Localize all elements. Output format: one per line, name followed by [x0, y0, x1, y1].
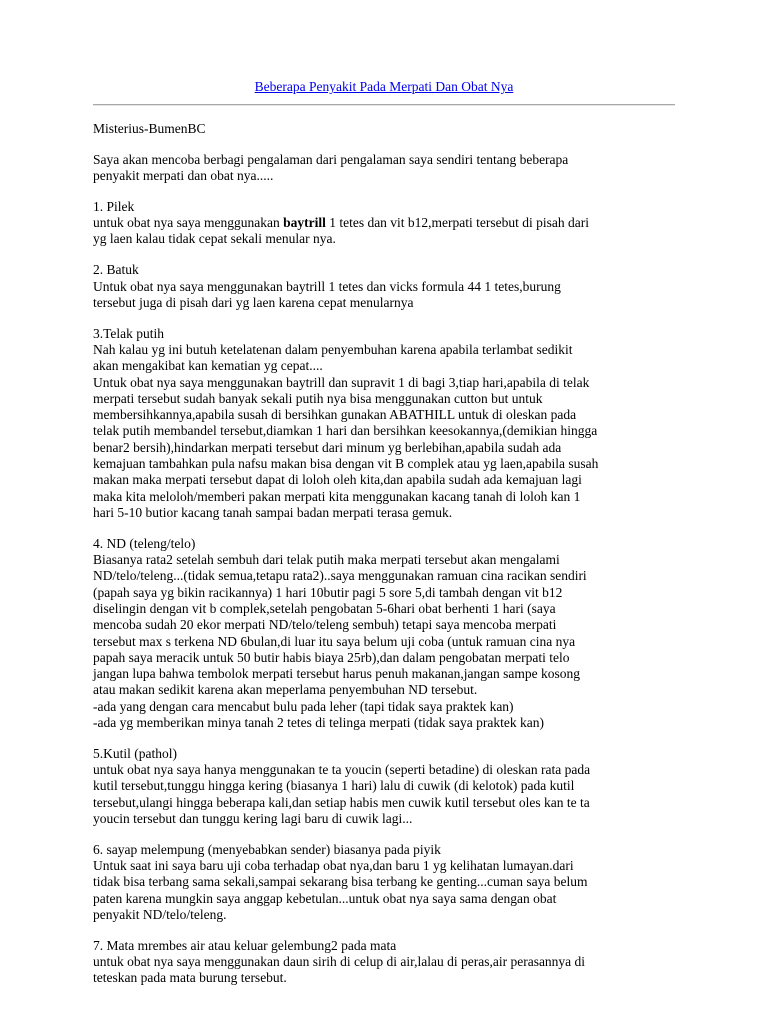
batuk-line: Untuk obat nya saya menggunakan baytrill 1 tetes dan vicks formula 44 1 tetes,burung [93, 278, 561, 294]
section-heading-kutil: 5.Kutil (pathol) [93, 745, 177, 761]
batuk-line: tersebut juga di pisah dari yg laen karena cepat menularnya [93, 294, 414, 310]
intro-line: Saya akan mencoba berbagi pengalaman dari pengalaman saya sendiri tentang beberapa [93, 151, 569, 167]
telak-line: maka kita meloloh/memberi pakan merpati kita menggunakan kacang tanah di loloh kan 1 [93, 488, 581, 504]
mata-line: teteskan pada mata burung tersebut. [93, 970, 287, 986]
section-heading-telak: 3.Telak putih [93, 325, 165, 341]
telak-line: Nah kalau yg ini butuh ketelatenan dalam penyembuhan karena apabila terlambat sedikit [93, 341, 573, 357]
sayap-line: Untuk saat ini saya baru uji coba terhadap obat nya,dan baru 1 yg kelihatan lumayan.dari [93, 858, 574, 874]
sayap-line: paten karena mungkin saya anggap kebetulan...untuk obat nya saya sama dengan obat [93, 890, 557, 906]
intro-line: penyakit merpati dan obat nya..... [93, 168, 274, 184]
page-title [0, 78, 768, 96]
author-name: Misterius-BumenBC [93, 121, 206, 136]
sayap-line: tidak bisa terbang sama sekali,sampai sekarang bisa terbang ke genting...cuman saya belum [93, 874, 588, 890]
telak-line: Untuk obat nya saya menggunakan baytrill dan supravit 1 di bagi 3,tiap hari,apabila di telak [93, 374, 590, 390]
nd-line: mencoba sudah 20 ekor merpati ND/telo/teleng sembuh) tetapi saya mencoba merpati [93, 617, 557, 633]
telak-line: akan mengakibat kan kematian yg cepat.... [93, 358, 323, 374]
kutil-line: kutil tersebut,tunggu hingga kering (biasanya 1 hari) lalu di cuwik (di kelotok) pada kutil [93, 778, 575, 794]
nd-line: -ada yg memberikan minya tanah 2 tetes di telinga merpati (tidak saya praktek kan) [93, 715, 544, 730]
section-heading-pilek: 1. Pilek [93, 198, 135, 214]
nd-line: atau makan sedikit karena akan meperlama penyembuhan ND tersebut. [93, 682, 478, 698]
section-heading-sayap: 6. sayap melempung (menyebabkan sender) biasanya pada piyik [93, 841, 441, 857]
telak-line: makan maka merpati tersebut dapat di loloh oleh kita,dan apabila sudah ada kemajuan lagi [93, 472, 582, 488]
nd-line: diselingin dengan vit b complek,setelah pengobatan 5-6hari obat berhenti 1 hari (saya [93, 600, 556, 616]
nd-line: -ada yang dengan cara mencabut bulu pada leher (tapi tidak saya praktek kan) [93, 698, 514, 714]
nd-line: jangan lupa bahwa tembolok merpati tersebut harus penuh makanan,jangan sampe kosong [93, 666, 580, 682]
pilek-line: untuk obat nya saya menggunakan baytrill 1 tetes dan vit b12,merpati tersebut di pisah dari [93, 215, 590, 231]
telak-line: telak putih membandel tersebut,diamkan 1 hari dan bersihkan keesokannya,(demikian hingga [93, 423, 598, 439]
telak-line: kemajuan tambahkan pula nafsu makan bisa dengan vit B complek atau yg laen,apabila susah [93, 456, 599, 472]
telak-line: merpati tersebut sudah banyak sekali putih nya bisa menggunakan cutton but untuk [93, 390, 543, 406]
nd-line: (papah saya yg bikin racikannya) 1 hari 10butir pagi 5 sore 5,di tambah dengan vit b12 [93, 584, 563, 600]
nd-line: tersebut max s terkena ND 6bulan,di luar itu saya belum uji coba (untuk ramuan cina nya [93, 633, 576, 649]
mata-line: untuk obat nya saya menggunakan daun sirih di celup di air,lalau di peras,air perasannya di [93, 954, 586, 970]
pilek-line: yg laen kalau tidak cepat sekali menular nya. [93, 231, 336, 247]
telak-line: membersihkannya,apabila susah di bersihkan gunakan ABATHILL untuk di oleskan pada [93, 407, 577, 423]
sayap-line: penyakit ND/telo/teleng. [93, 906, 227, 922]
section-heading-batuk: 2. Batuk [93, 262, 139, 278]
kutil-line: youcin tersebut dan tunggu kering lagi baru di cuwik lagi... [93, 810, 413, 826]
telak-line: hari 5-10 butior kacang tanah sampai badan merpati terasa gemuk. [93, 504, 453, 520]
telak-line: benar2 bersih),hindarkan merpati tersebut dari minum yg berlebihan,apabila sudah ada [93, 439, 562, 455]
title-link[interactable]: Beberapa Penyakit Pada Merpati Dan Obat Nya [254, 79, 514, 94]
kutil-line: tersebut,ulangi hingga beberapa kali,dan setiap habis men cuwik kutil tersebut oles kan te ta [93, 794, 590, 810]
nd-line: ND/telo/teleng...(tidak semua,tetapu rata2)..saya menggunakan ramuan cina racikan sendiri [93, 568, 587, 584]
section-heading-nd: 4. ND (teleng/telo) [93, 535, 196, 551]
horizontal-divider [93, 104, 675, 106]
baytrill-bold: baytrill [283, 215, 326, 231]
article-body [93, 121, 673, 987]
nd-line: papah saya meracik untuk 50 butir habis biaya 25rb),dan dalam pengobatan merpati telo [93, 649, 570, 665]
section-heading-mata: 7. Mata mrembes air atau keluar gelembung2 pada mata [93, 937, 397, 953]
nd-line: Biasanya rata2 setelah sembuh dari telak putih maka merpati tersebut akan mengalami [93, 552, 560, 568]
kutil-line: untuk obat nya saya hanya menggunakan te ta youcin (seperti betadine) di oleskan rata pada [93, 762, 591, 778]
